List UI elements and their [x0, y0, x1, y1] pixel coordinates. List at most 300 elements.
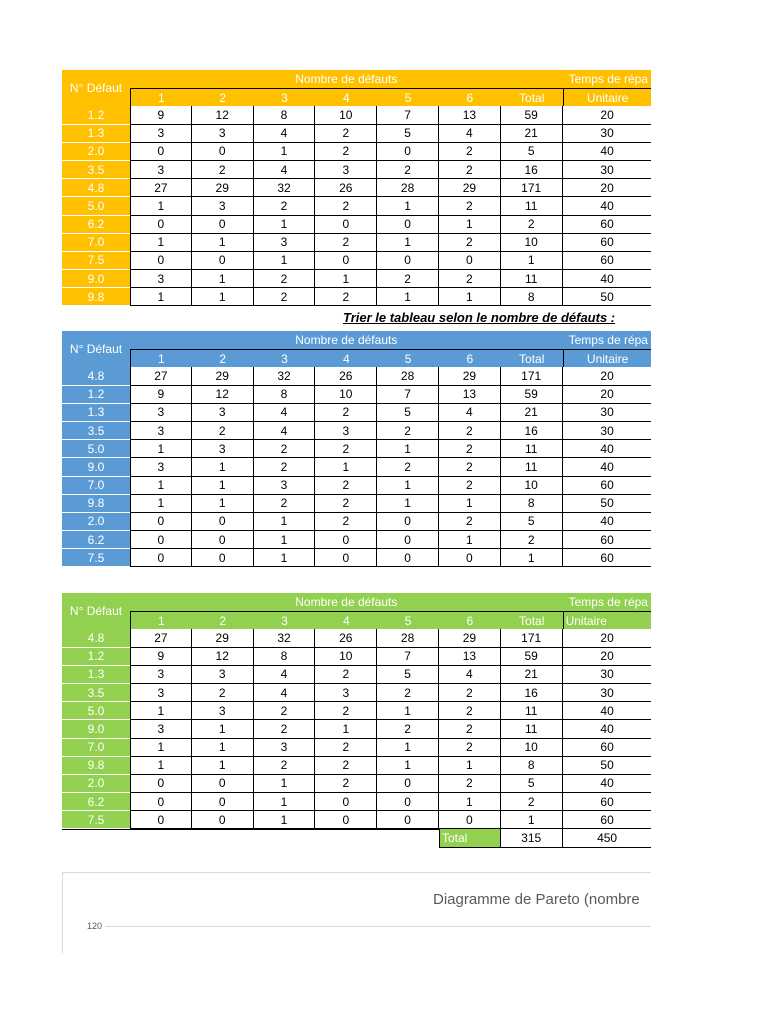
count-cell[interactable]: 27 [130, 629, 192, 647]
unit-time-cell[interactable]: 40 [563, 513, 651, 531]
count-cell[interactable]: 12 [192, 386, 254, 404]
total-cell[interactable]: 8 [501, 495, 563, 513]
count-cell[interactable]: 13 [439, 386, 501, 404]
defect-id-cell[interactable]: 5.0 [62, 702, 130, 720]
count-cell[interactable]: 2 [254, 757, 316, 775]
count-cell[interactable]: 2 [377, 270, 439, 288]
count-cell[interactable]: 2 [377, 422, 439, 440]
count-cell[interactable]: 2 [439, 739, 501, 757]
total-cell[interactable]: 1 [501, 252, 563, 270]
unit-total-cell[interactable]: 450 [563, 829, 651, 847]
count-cell[interactable]: 2 [439, 702, 501, 720]
unit-time-cell[interactable]: 20 [563, 179, 651, 197]
count-cell[interactable]: 29 [439, 179, 501, 197]
defect-id-cell[interactable]: 7.0 [62, 739, 130, 757]
count-cell[interactable]: 1 [254, 252, 316, 270]
count-cell[interactable]: 10 [315, 648, 377, 666]
count-cell[interactable]: 26 [315, 629, 377, 647]
count-cell[interactable]: 1 [315, 720, 377, 738]
total-cell[interactable]: 11 [501, 270, 563, 288]
defect-id-cell[interactable]: 1.2 [62, 648, 130, 666]
count-cell[interactable]: 3 [130, 684, 192, 702]
count-cell[interactable]: 10 [315, 106, 377, 124]
count-cell[interactable]: 2 [192, 161, 254, 179]
count-cell[interactable]: 2 [254, 288, 316, 306]
count-cell[interactable]: 29 [439, 629, 501, 647]
count-cell[interactable]: 2 [377, 684, 439, 702]
unit-time-cell[interactable]: 20 [563, 367, 651, 385]
count-cell[interactable]: 2 [315, 775, 377, 793]
count-cell[interactable]: 0 [130, 793, 192, 811]
unit-time-cell[interactable]: 40 [563, 720, 651, 738]
unit-time-cell[interactable]: 40 [563, 143, 651, 161]
unit-time-cell[interactable]: 30 [563, 125, 651, 143]
count-cell[interactable]: 4 [254, 125, 316, 143]
count-cell[interactable]: 0 [315, 252, 377, 270]
unit-time-cell[interactable]: 40 [563, 440, 651, 458]
grand-total-cell[interactable]: 315 [501, 829, 563, 847]
count-cell[interactable]: 4 [254, 684, 316, 702]
count-cell[interactable]: 1 [192, 458, 254, 476]
count-cell[interactable]: 1 [192, 270, 254, 288]
defect-id-cell[interactable]: 7.0 [62, 234, 130, 252]
count-cell[interactable]: 7 [377, 648, 439, 666]
count-cell[interactable]: 4 [254, 422, 316, 440]
total-cell[interactable]: 10 [501, 234, 563, 252]
count-cell[interactable]: 4 [254, 666, 316, 684]
total-cell[interactable]: 59 [501, 106, 563, 124]
count-cell[interactable]: 2 [315, 404, 377, 422]
count-cell[interactable]: 0 [377, 143, 439, 161]
defect-id-cell[interactable]: 9.0 [62, 458, 130, 476]
count-cell[interactable]: 2 [192, 422, 254, 440]
count-cell[interactable]: 1 [130, 702, 192, 720]
count-cell[interactable]: 2 [315, 477, 377, 495]
count-cell[interactable]: 1 [377, 288, 439, 306]
count-cell[interactable]: 27 [130, 367, 192, 385]
count-cell[interactable]: 1 [254, 531, 316, 549]
defect-id-cell[interactable]: 2.0 [62, 513, 130, 531]
count-cell[interactable]: 0 [377, 793, 439, 811]
count-cell[interactable]: 29 [192, 367, 254, 385]
count-cell[interactable]: 1 [130, 234, 192, 252]
count-cell[interactable]: 4 [439, 404, 501, 422]
unit-time-cell[interactable]: 60 [563, 739, 651, 757]
count-cell[interactable]: 0 [192, 216, 254, 234]
total-cell[interactable]: 8 [501, 757, 563, 775]
count-cell[interactable]: 3 [130, 270, 192, 288]
count-cell[interactable]: 0 [130, 811, 192, 829]
unit-time-cell[interactable]: 30 [563, 684, 651, 702]
count-cell[interactable]: 2 [254, 440, 316, 458]
count-cell[interactable]: 2 [439, 270, 501, 288]
count-cell[interactable]: 0 [439, 549, 501, 567]
count-cell[interactable]: 3 [254, 234, 316, 252]
total-cell[interactable]: 171 [501, 629, 563, 647]
count-cell[interactable]: 2 [315, 125, 377, 143]
count-cell[interactable]: 0 [192, 531, 254, 549]
count-cell[interactable]: 0 [192, 252, 254, 270]
count-cell[interactable]: 2 [192, 684, 254, 702]
defect-id-cell[interactable]: 6.2 [62, 531, 130, 549]
total-cell[interactable]: 10 [501, 477, 563, 495]
count-cell[interactable]: 2 [439, 477, 501, 495]
count-cell[interactable]: 0 [377, 513, 439, 531]
defect-id-cell[interactable]: 6.2 [62, 216, 130, 234]
count-cell[interactable]: 1 [130, 288, 192, 306]
count-cell[interactable]: 2 [254, 458, 316, 476]
total-cell[interactable]: 2 [501, 216, 563, 234]
count-cell[interactable]: 1 [377, 757, 439, 775]
count-cell[interactable]: 2 [439, 161, 501, 179]
count-cell[interactable]: 0 [377, 549, 439, 567]
count-cell[interactable]: 3 [192, 125, 254, 143]
count-cell[interactable]: 28 [377, 179, 439, 197]
count-cell[interactable]: 1 [192, 720, 254, 738]
count-cell[interactable]: 0 [192, 811, 254, 829]
total-cell[interactable]: 5 [501, 513, 563, 531]
defect-id-cell[interactable]: 1.3 [62, 666, 130, 684]
unit-time-cell[interactable]: 50 [563, 495, 651, 513]
count-cell[interactable]: 1 [192, 477, 254, 495]
count-cell[interactable]: 2 [315, 757, 377, 775]
count-cell[interactable]: 1 [377, 495, 439, 513]
count-cell[interactable]: 1 [315, 458, 377, 476]
total-cell[interactable]: 11 [501, 720, 563, 738]
count-cell[interactable]: 29 [439, 367, 501, 385]
count-cell[interactable]: 2 [439, 513, 501, 531]
unit-time-cell[interactable]: 40 [563, 702, 651, 720]
count-cell[interactable]: 2 [254, 197, 316, 215]
count-cell[interactable]: 12 [192, 648, 254, 666]
unit-time-cell[interactable]: 50 [563, 757, 651, 775]
count-cell[interactable]: 1 [192, 739, 254, 757]
count-cell[interactable]: 3 [130, 422, 192, 440]
count-cell[interactable]: 4 [439, 125, 501, 143]
defect-id-cell[interactable]: 4.8 [62, 629, 130, 647]
total-cell[interactable]: 21 [501, 666, 563, 684]
defect-id-cell[interactable]: 1.3 [62, 125, 130, 143]
count-cell[interactable]: 1 [439, 793, 501, 811]
total-cell[interactable]: 21 [501, 404, 563, 422]
count-cell[interactable]: 2 [377, 458, 439, 476]
total-cell[interactable]: 59 [501, 648, 563, 666]
count-cell[interactable]: 0 [192, 793, 254, 811]
defect-id-cell[interactable]: 2.0 [62, 143, 130, 161]
count-cell[interactable]: 0 [192, 513, 254, 531]
count-cell[interactable]: 2 [315, 495, 377, 513]
count-cell[interactable]: 2 [439, 234, 501, 252]
count-cell[interactable]: 27 [130, 179, 192, 197]
count-cell[interactable]: 2 [439, 684, 501, 702]
count-cell[interactable]: 1 [377, 702, 439, 720]
defect-id-cell[interactable]: 7.5 [62, 549, 130, 567]
defect-id-cell[interactable]: 7.5 [62, 811, 130, 829]
total-cell[interactable]: 10 [501, 739, 563, 757]
count-cell[interactable]: 9 [130, 648, 192, 666]
defect-id-cell[interactable]: 9.0 [62, 270, 130, 288]
count-cell[interactable]: 1 [315, 270, 377, 288]
count-cell[interactable]: 13 [439, 106, 501, 124]
count-cell[interactable]: 2 [315, 513, 377, 531]
unit-time-cell[interactable]: 50 [563, 288, 651, 306]
total-cell[interactable]: 16 [501, 422, 563, 440]
count-cell[interactable]: 0 [315, 531, 377, 549]
count-cell[interactable]: 0 [315, 216, 377, 234]
count-cell[interactable]: 2 [439, 197, 501, 215]
unit-time-cell[interactable]: 60 [563, 793, 651, 811]
total-cell[interactable]: 8 [501, 288, 563, 306]
count-cell[interactable]: 32 [254, 629, 316, 647]
unit-time-cell[interactable]: 30 [563, 666, 651, 684]
count-cell[interactable]: 1 [377, 440, 439, 458]
count-cell[interactable]: 1 [254, 811, 316, 829]
defect-id-cell[interactable]: 2.0 [62, 775, 130, 793]
count-cell[interactable]: 2 [439, 440, 501, 458]
count-cell[interactable]: 2 [315, 702, 377, 720]
unit-time-cell[interactable]: 60 [563, 477, 651, 495]
unit-time-cell[interactable]: 60 [563, 234, 651, 252]
count-cell[interactable]: 3 [315, 161, 377, 179]
count-cell[interactable]: 3 [130, 404, 192, 422]
count-cell[interactable]: 3 [192, 702, 254, 720]
unit-time-cell[interactable]: 60 [563, 811, 651, 829]
count-cell[interactable]: 1 [254, 775, 316, 793]
count-cell[interactable]: 4 [254, 161, 316, 179]
defect-id-cell[interactable]: 7.0 [62, 477, 130, 495]
unit-time-cell[interactable]: 60 [563, 252, 651, 270]
count-cell[interactable]: 0 [439, 811, 501, 829]
total-cell[interactable]: 1 [501, 811, 563, 829]
count-cell[interactable]: 1 [439, 531, 501, 549]
count-cell[interactable]: 32 [254, 179, 316, 197]
count-cell[interactable]: 1 [377, 197, 439, 215]
pareto-chart[interactable] [62, 872, 651, 953]
defect-id-cell[interactable]: 3.5 [62, 422, 130, 440]
count-cell[interactable]: 0 [130, 549, 192, 567]
defect-id-cell[interactable]: 9.0 [62, 720, 130, 738]
count-cell[interactable]: 1 [130, 197, 192, 215]
defect-id-cell[interactable]: 9.8 [62, 495, 130, 513]
count-cell[interactable]: 2 [439, 422, 501, 440]
total-cell[interactable]: 2 [501, 793, 563, 811]
count-cell[interactable]: 1 [130, 757, 192, 775]
count-cell[interactable]: 0 [377, 531, 439, 549]
count-cell[interactable]: 13 [439, 648, 501, 666]
count-cell[interactable]: 8 [254, 386, 316, 404]
count-cell[interactable]: 7 [377, 106, 439, 124]
count-cell[interactable]: 2 [439, 720, 501, 738]
count-cell[interactable]: 3 [254, 477, 316, 495]
count-cell[interactable]: 2 [439, 458, 501, 476]
count-cell[interactable]: 0 [130, 531, 192, 549]
unit-time-cell[interactable]: 20 [563, 386, 651, 404]
count-cell[interactable]: 1 [192, 288, 254, 306]
count-cell[interactable]: 0 [315, 793, 377, 811]
count-cell[interactable]: 0 [315, 549, 377, 567]
defect-id-cell[interactable]: 7.5 [62, 252, 130, 270]
unit-time-cell[interactable]: 40 [563, 775, 651, 793]
unit-time-cell[interactable]: 20 [563, 106, 651, 124]
count-cell[interactable]: 2 [254, 720, 316, 738]
count-cell[interactable]: 2 [377, 720, 439, 738]
count-cell[interactable]: 1 [439, 495, 501, 513]
count-cell[interactable]: 2 [377, 161, 439, 179]
total-cell[interactable]: 1 [501, 549, 563, 567]
count-cell[interactable]: 2 [254, 270, 316, 288]
count-cell[interactable]: 5 [377, 404, 439, 422]
defect-id-cell[interactable]: 3.5 [62, 161, 130, 179]
count-cell[interactable]: 3 [130, 666, 192, 684]
defect-id-cell[interactable]: 4.8 [62, 179, 130, 197]
total-cell[interactable]: 11 [501, 440, 563, 458]
count-cell[interactable]: 32 [254, 367, 316, 385]
count-cell[interactable]: 0 [377, 252, 439, 270]
count-cell[interactable]: 0 [192, 775, 254, 793]
count-cell[interactable]: 1 [192, 757, 254, 775]
count-cell[interactable]: 0 [130, 143, 192, 161]
total-cell[interactable]: 5 [501, 775, 563, 793]
count-cell[interactable]: 3 [192, 197, 254, 215]
total-cell[interactable]: 171 [501, 367, 563, 385]
count-cell[interactable]: 3 [192, 404, 254, 422]
unit-time-cell[interactable]: 40 [563, 197, 651, 215]
unit-time-cell[interactable]: 20 [563, 629, 651, 647]
unit-time-cell[interactable]: 40 [563, 458, 651, 476]
total-cell[interactable]: 16 [501, 684, 563, 702]
count-cell[interactable]: 3 [315, 684, 377, 702]
count-cell[interactable]: 3 [130, 720, 192, 738]
count-cell[interactable]: 1 [254, 513, 316, 531]
total-cell[interactable]: 5 [501, 143, 563, 161]
count-cell[interactable]: 3 [130, 161, 192, 179]
unit-time-cell[interactable]: 30 [563, 404, 651, 422]
defect-id-cell[interactable]: 1.2 [62, 386, 130, 404]
total-cell[interactable]: 21 [501, 125, 563, 143]
count-cell[interactable]: 2 [254, 495, 316, 513]
count-cell[interactable]: 4 [439, 666, 501, 684]
count-cell[interactable]: 0 [130, 513, 192, 531]
count-cell[interactable]: 1 [439, 216, 501, 234]
count-cell[interactable]: 26 [315, 367, 377, 385]
defect-id-cell[interactable]: 9.8 [62, 288, 130, 306]
count-cell[interactable]: 0 [377, 775, 439, 793]
count-cell[interactable]: 3 [130, 125, 192, 143]
unit-time-cell[interactable]: 60 [563, 531, 651, 549]
count-cell[interactable]: 0 [315, 811, 377, 829]
count-cell[interactable]: 0 [377, 216, 439, 234]
unit-time-cell[interactable]: 60 [563, 549, 651, 567]
count-cell[interactable]: 2 [315, 666, 377, 684]
count-cell[interactable]: 28 [377, 367, 439, 385]
total-cell[interactable]: 11 [501, 197, 563, 215]
count-cell[interactable]: 12 [192, 106, 254, 124]
count-cell[interactable]: 0 [192, 549, 254, 567]
count-cell[interactable]: 2 [315, 288, 377, 306]
count-cell[interactable]: 1 [254, 793, 316, 811]
count-cell[interactable]: 3 [315, 422, 377, 440]
count-cell[interactable]: 1 [377, 739, 439, 757]
count-cell[interactable]: 8 [254, 648, 316, 666]
count-cell[interactable]: 2 [315, 440, 377, 458]
defect-id-cell[interactable]: 1.3 [62, 404, 130, 422]
count-cell[interactable]: 1 [192, 495, 254, 513]
count-cell[interactable]: 1 [377, 477, 439, 495]
count-cell[interactable]: 1 [439, 757, 501, 775]
defect-id-cell[interactable]: 6.2 [62, 793, 130, 811]
count-cell[interactable]: 28 [377, 629, 439, 647]
count-cell[interactable]: 10 [315, 386, 377, 404]
count-cell[interactable]: 2 [315, 234, 377, 252]
count-cell[interactable]: 1 [130, 440, 192, 458]
count-cell[interactable]: 2 [315, 739, 377, 757]
total-cell[interactable]: 2 [501, 531, 563, 549]
count-cell[interactable]: 0 [192, 143, 254, 161]
count-cell[interactable]: 26 [315, 179, 377, 197]
count-cell[interactable]: 0 [377, 811, 439, 829]
defect-id-cell[interactable]: 5.0 [62, 197, 130, 215]
unit-time-cell[interactable]: 40 [563, 270, 651, 288]
count-cell[interactable]: 29 [192, 629, 254, 647]
count-cell[interactable]: 7 [377, 386, 439, 404]
count-cell[interactable]: 3 [192, 440, 254, 458]
unit-time-cell[interactable]: 60 [563, 216, 651, 234]
count-cell[interactable]: 4 [254, 404, 316, 422]
unit-time-cell[interactable]: 30 [563, 422, 651, 440]
count-cell[interactable]: 5 [377, 666, 439, 684]
total-cell[interactable]: 59 [501, 386, 563, 404]
count-cell[interactable]: 1 [130, 477, 192, 495]
count-cell[interactable]: 1 [439, 288, 501, 306]
unit-time-cell[interactable]: 20 [563, 648, 651, 666]
count-cell[interactable]: 3 [130, 458, 192, 476]
total-cell[interactable]: 171 [501, 179, 563, 197]
count-cell[interactable]: 1 [377, 234, 439, 252]
count-cell[interactable]: 5 [377, 125, 439, 143]
defect-id-cell[interactable]: 1.2 [62, 106, 130, 124]
count-cell[interactable]: 0 [130, 216, 192, 234]
count-cell[interactable]: 9 [130, 106, 192, 124]
defect-id-cell[interactable]: 5.0 [62, 440, 130, 458]
defect-id-cell[interactable]: 3.5 [62, 684, 130, 702]
count-cell[interactable]: 1 [254, 216, 316, 234]
count-cell[interactable]: 0 [130, 252, 192, 270]
count-cell[interactable]: 2 [315, 143, 377, 161]
count-cell[interactable]: 3 [254, 739, 316, 757]
count-cell[interactable]: 1 [130, 739, 192, 757]
count-cell[interactable]: 2 [439, 143, 501, 161]
count-cell[interactable]: 2 [439, 775, 501, 793]
total-cell[interactable]: 11 [501, 702, 563, 720]
count-cell[interactable]: 1 [130, 495, 192, 513]
unit-time-cell[interactable]: 30 [563, 161, 651, 179]
count-cell[interactable]: 1 [192, 234, 254, 252]
count-cell[interactable]: 29 [192, 179, 254, 197]
total-cell[interactable]: 11 [501, 458, 563, 476]
count-cell[interactable]: 1 [254, 143, 316, 161]
count-cell[interactable]: 1 [254, 549, 316, 567]
count-cell[interactable]: 0 [130, 775, 192, 793]
count-cell[interactable]: 8 [254, 106, 316, 124]
total-cell[interactable]: 16 [501, 161, 563, 179]
count-cell[interactable]: 2 [315, 197, 377, 215]
count-cell[interactable]: 3 [192, 666, 254, 684]
defect-id-cell[interactable]: 9.8 [62, 757, 130, 775]
count-cell[interactable]: 0 [439, 252, 501, 270]
count-cell[interactable]: 9 [130, 386, 192, 404]
defect-id-cell[interactable]: 4.8 [62, 367, 130, 385]
count-cell[interactable]: 2 [254, 702, 316, 720]
